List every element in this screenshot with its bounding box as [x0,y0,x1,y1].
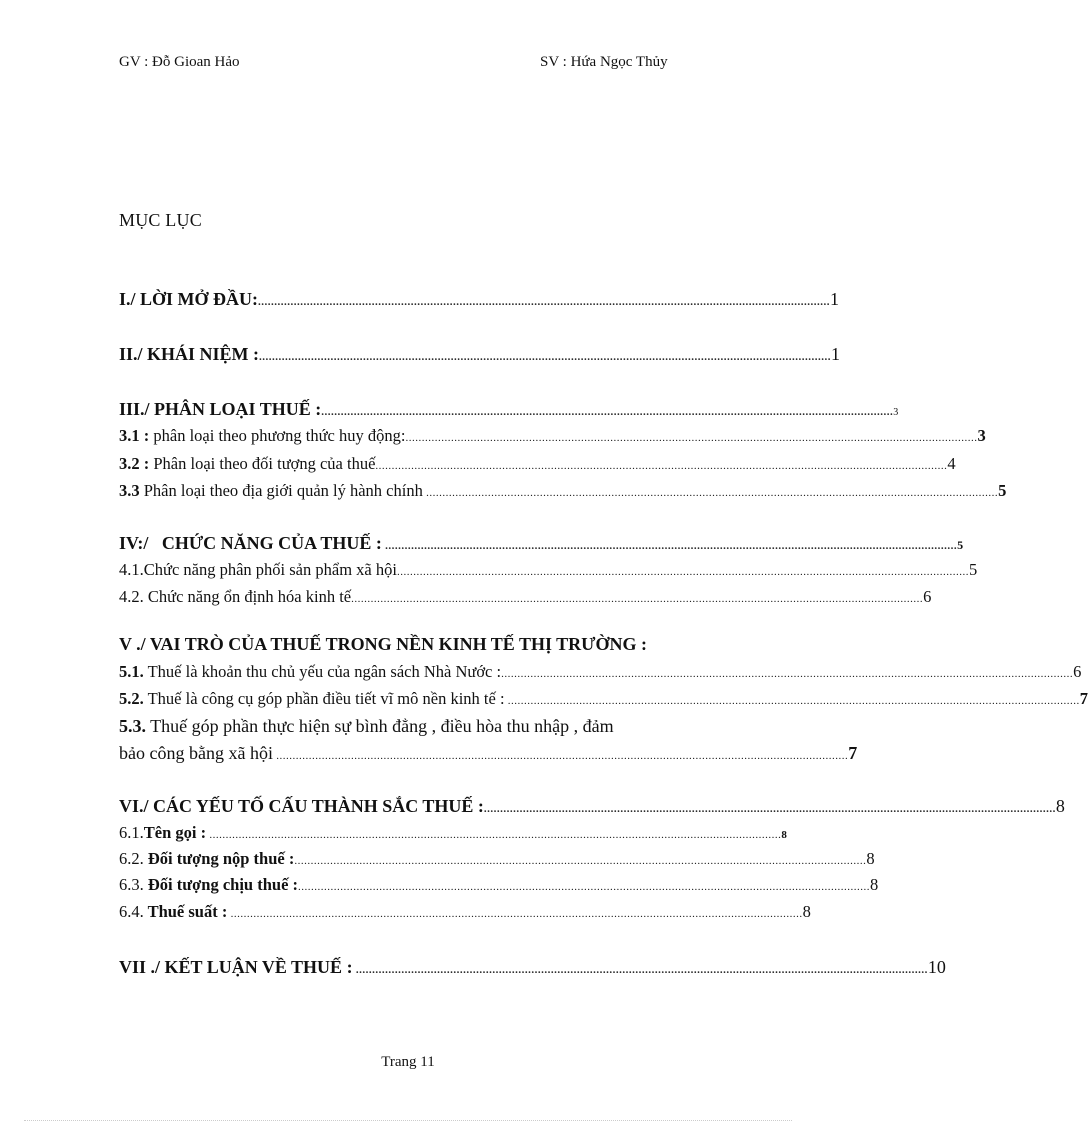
header-lecturer: GV : Đỗ Gioan Hảo [119,54,240,70]
toc-entry-6-3: 6.3. Đối tượng chịu thuế : ................................................................................................................................................................................ 8 [119,875,879,894]
toc-entry-page: 8 [870,875,879,894]
toc-entry-7: VII ./ KẾT LUẬN VỀ THUẾ : ................................................................................................................................................................................ 10 [119,957,946,977]
toc-entry-number: 6.4. [119,902,144,921]
toc-entry-label: I./ LỜI MỞ ĐẦU: [119,289,258,309]
toc-entry-5-3-cont: bảo công bằng xã hội ................................................................................................................................................................................ 7 [119,743,858,763]
toc-entry-6-2: 6.2. Đối tượng nộp thuế : ................................................................................................................................................................................ 8 [119,849,875,868]
toc-entry-3-1: 3.1 : phân loại theo phương thức huy động: ................................................................................................................................................................................ 3 [119,426,986,445]
toc-entry-page: 5 [968,560,978,579]
toc-entry-3-3: 3.3 Phân loại theo địa giới quản lý hành chính ................................................................................................................................................................................ 5 [119,481,1007,500]
toc-entry-label: V ./ VAI TRÒ CỦA THUẾ TRONG NỀN KINH TẾ THỊ TRƯỜNG : [119,634,647,654]
toc-title: MỤC LỤC [119,210,202,230]
toc-entry-label-cont: bảo công bằng xã hội [119,743,273,763]
toc-entry-page: 3 [977,426,986,445]
toc-entry-label: II./ KHÁI NIỆM : [119,344,260,364]
toc-entry-number: 6.2. [119,849,144,868]
toc-entry-number: 5.1. [119,662,144,681]
toc-entry-6-1: 6.1.Tên gọi : ................................................................................................................................................................................ 8 [119,823,787,842]
toc-entry-label: phân loại theo phương thức huy động: [149,426,406,445]
toc-entry-label: Tên gọi : [143,823,207,842]
toc-entry-number: 6.1. [119,823,144,842]
toc-entry-page: 7 [1079,689,1088,708]
toc-entry-6-4: 6.4. Thuế suất : ................................................................................................................................................................................ 8 [119,902,811,921]
toc-entry-3: III./ PHÂN LOẠI THUẾ : ................................................................................................................................................................................ 3 [119,399,899,419]
toc-entry-5 [119,634,709,655]
toc-entry-page: 6 [1073,662,1082,681]
toc-entry-label: Chức năng phân phối sản phẩm xã hội [143,560,397,579]
toc-entry-page: 8 [1055,796,1065,816]
toc-entry-5-2: 5.2. Thuế là công cụ góp phần điều tiết vĩ mô nền kinh tế : ................................................................................................................................................................................ 7 [119,689,1088,708]
toc-entry-label: Thuế là khoản thu chủ yếu của ngân sách Nhà Nước : [143,662,502,681]
toc-entry-label: Chức năng ổn định hóa kinh tế [143,587,352,606]
toc-entry-5-3 [119,716,614,737]
toc-entry-page: 5 [957,538,964,552]
toc-entry-label: VII ./ KẾT LUẬN VỀ THUẾ : [119,957,353,977]
toc-entry-6: VI./ CÁC YẾU TỐ CẤU THÀNH SẮC THUẾ : ................................................................................................................................................................................ 8 [119,796,1065,816]
page-bottom-rule [24,1120,792,1121]
toc-entry-page: 3 [893,407,899,418]
toc-entry-label: Đối tượng nộp thuế : [143,849,295,868]
toc-entry-page: 6 [923,587,932,606]
toc-entry-page: 8 [866,849,875,868]
toc-entry-number: 5.2. [119,689,144,708]
toc-entry-number: 6.3. [119,875,144,894]
toc-entry-4-1: 4.1.Chức năng phân phối sản phẩm xã hội ................................................................................................................................................................................ 5 [119,560,978,579]
toc-entry-number: 3.1 : [119,426,150,445]
toc-entry-2: II./ KHÁI NIỆM : ................................................................................................................................................................................ 1 [119,344,841,364]
toc-entry-label: Phân loại theo đối tượng của thuế [149,454,376,473]
toc-entry-label: Phân loại theo địa giới quản lý hành chính [139,481,423,500]
toc-entry-label: Thuế suất : [143,902,228,921]
header-student: SV : Hứa Ngọc Thủy [540,54,668,70]
toc-entry-page: 1 [831,344,841,364]
toc-entry-label: IV:/ CHỨC NĂNG CỦA THUẾ : [119,533,382,553]
toc-entry-4: IV:/ CHỨC NĂNG CỦA THUẾ : ................................................................................................................................................................................ 5 [119,533,964,553]
toc-entry-page: 5 [998,481,1007,500]
toc-entry-label: VI./ CÁC YẾU TỐ CẤU THÀNH SẮC THUẾ : [119,796,484,816]
toc-entry-label: Đối tượng chịu thuế : [143,875,299,894]
toc-entry-1: I./ LỜI MỞ ĐẦU: ................................................................................................................................................................................ 1 [119,289,839,309]
toc-entry-label: Thuế là công cụ góp phần điều tiết vĩ mô nền kinh tế : [143,689,505,708]
toc-entry-number: 5.3. [119,716,146,736]
page-footer-number: Trang 11 [381,1054,435,1070]
toc-entry-page: 7 [848,743,858,763]
toc-entry-number: 3.3 [119,481,140,500]
toc-entry-5-1: 5.1. Thuế là khoản thu chủ yếu của ngân sách Nhà Nước : ................................................................................................................................................................................ 6 [119,662,1082,681]
toc-entry-number: 3.2 : [119,454,150,473]
toc-entry-number: 4.1. [119,560,144,579]
toc-entry-page: 4 [947,454,956,473]
toc-entry-page: 1 [830,289,839,309]
toc-entry-label: III./ PHÂN LOẠI THUẾ : [119,399,322,419]
toc-entry-number: 4.2. [119,587,144,606]
toc-entry-page: 8 [802,902,811,921]
toc-entry-page: 8 [781,829,787,841]
toc-entry-label: Thuế góp phần thực hiện sự bình đẳng , điều hòa thu nhập , đảm [146,716,614,736]
toc-entry-page: 10 [927,957,946,977]
toc-entry-4-2: 4.2. Chức năng ổn định hóa kinh tế ................................................................................................................................................................................ 6 [119,587,932,606]
toc-entry-3-2: 3.2 : Phân loại theo đối tượng của thuế ................................................................................................................................................................................ 4 [119,454,956,473]
